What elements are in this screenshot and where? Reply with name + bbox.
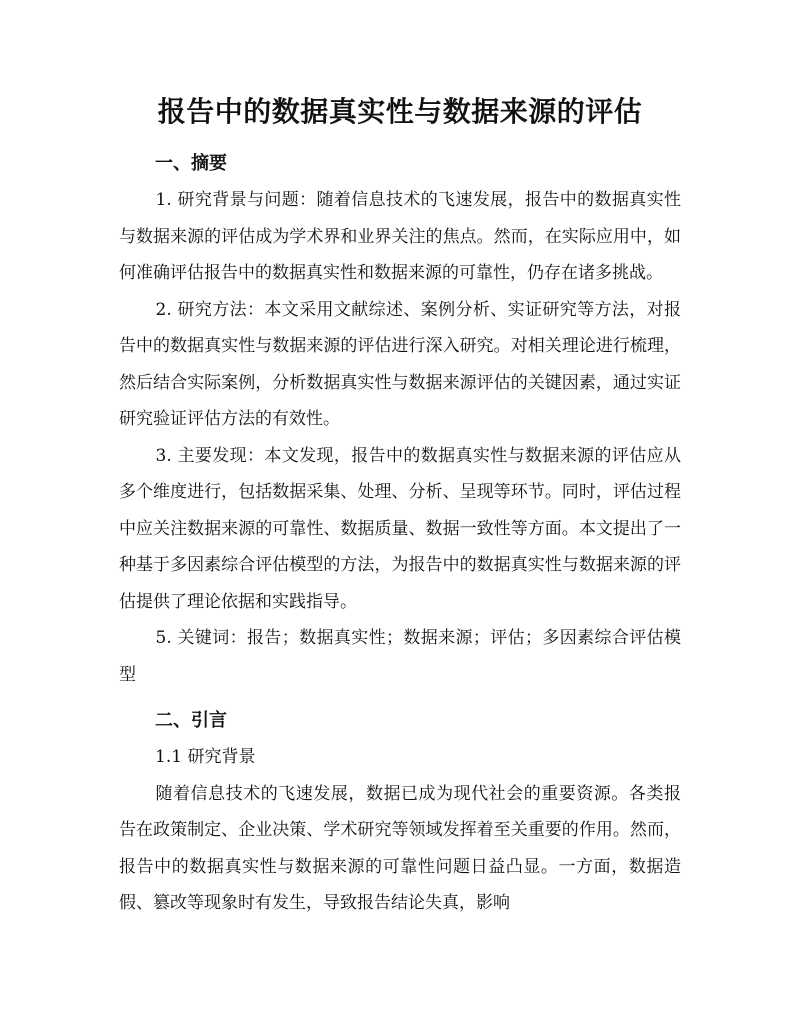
abstract-paragraph-findings: 3. 主要发现：本文发现，报告中的数据真实性与数据来源的评估应从多个维度进行，包括数据采集、处理、分析、呈现等环节。同时，评估过程中应关注数据来源的可靠性、数据质量、数据一致性等方面。本文提出了一种基于多因素综合评估模型的方法，为报告中的数据真实性与数据来源的评估提供了理论依据和实践指导。 (119, 445, 681, 612)
abstract-paragraph-methods: 2. 研究方法：本文采用文献综述、案例分析、实证研究等方法，对报告中的数据真实性与数据来源的评估进行深入研究。对相关理论进行梳理，然后结合实际案例，分析数据真实性与数据来源评估的关键因素，通过实证研究验证评估方法的有效性。 (119, 299, 681, 429)
introduction-paragraph: 随着信息技术的飞速发展，数据已成为现代社会的重要资源。各类报告在政策制定、企业决策、学术研究等领域发挥着至关重要的作用。然而，报告中的数据真实性与数据来源的可靠性问题日益凸显。一方面，数据造假、篡改等现象时有发生，导致报告结论失真，影响 (119, 783, 681, 913)
section-heading-abstract: 一、摘要 (155, 153, 227, 174)
abstract-paragraph-background: 1. 研究背景与问题：随着信息技术的飞速发展，报告中的数据真实性与数据来源的评估成为学术界和业界关注的焦点。然而，在实际应用中，如何准确评估报告中的数据真实性和数据来源的可靠性，仍存在诸多挑战。 (119, 190, 681, 283)
section-heading-introduction: 二、引言 (155, 710, 227, 731)
document-title: 报告中的数据真实性与数据来源的评估 (157, 95, 643, 128)
subsection-heading-research-background: 1.1 研究背景 (155, 747, 256, 767)
abstract-paragraph-keywords: 5. 关键词：报告；数据真实性；数据来源；评估；多因素综合评估模型 (119, 628, 681, 685)
